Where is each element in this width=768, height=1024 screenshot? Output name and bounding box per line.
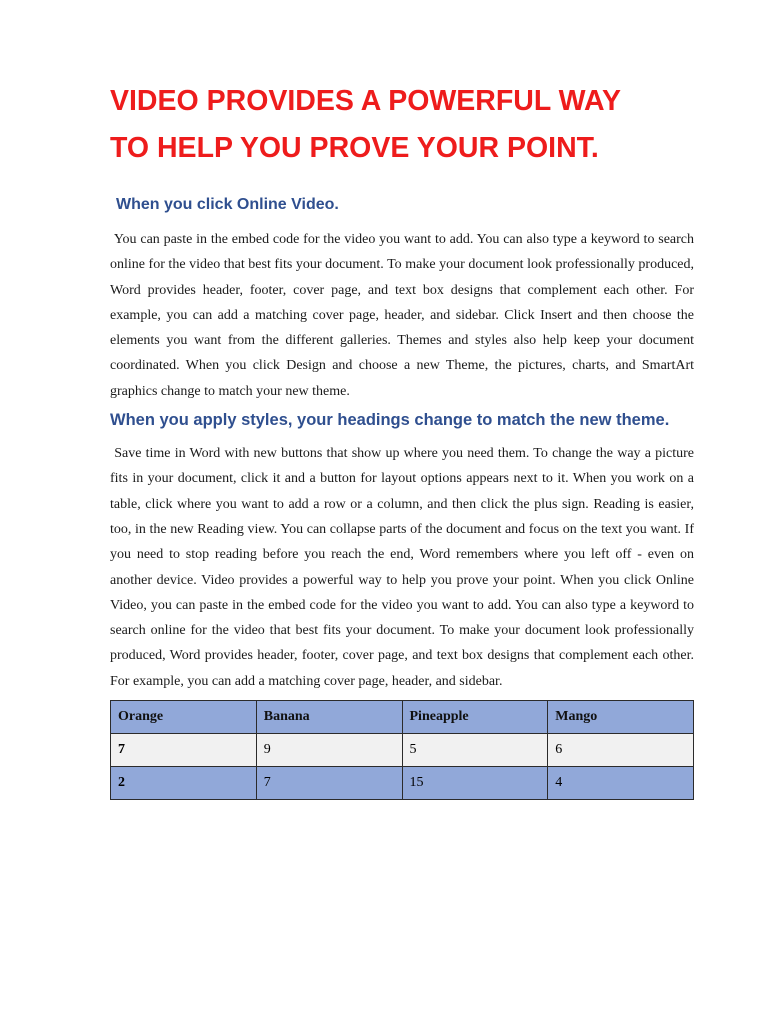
title-line-2: TO HELP YOU PROVE YOUR POINT. (110, 132, 599, 164)
table-cell: 15 (402, 767, 548, 800)
table-cell: 5 (402, 734, 548, 767)
table-cell: 7 (111, 734, 257, 767)
table-cell: 4 (548, 767, 694, 800)
table-cell: 9 (256, 734, 402, 767)
section-heading-online-video: When you click Online Video. (116, 196, 339, 213)
paragraph-save-time-text: Save time in Word with new buttons that show up where you need them. To change the way a picture fits in your document, click it and a button for layout options appears next to it. When you work on a table, click where you want to add a row or a column, and then click the plus sign. Reading is easier, too, in the new Reading view. You can collapse parts of the document and focus on the text you want. If you need to stop reading before you reach the end, Word remembers where you left off - even on another device. Video provides a powerful way to help you prove your point. When you click Online Video, you can paste in the embed code for the video you want to add. You can also type a keyword to search online for the video that best fits your document. To make your document look professionally produced, Word provides header, footer, cover page, and text box designs that complement each other. For example, you can add a matching cover page, header, and sidebar. (110, 446, 695, 689)
paragraph-save-time (110, 441, 694, 694)
table-header-cell: Pineapple (402, 701, 548, 734)
table-cell: 6 (548, 734, 694, 767)
section-heading-apply-styles: When you apply styles, your headings change to match the new theme. (110, 411, 670, 430)
table-header-cell: Banana (256, 701, 402, 734)
table-row (111, 767, 694, 800)
table-header-cell: Mango (548, 701, 694, 734)
table-cell: 2 (111, 767, 257, 800)
table-cell: 7 (256, 767, 402, 800)
paragraph-embed-code (110, 227, 694, 404)
table-header-row (111, 701, 694, 734)
fruit-table (110, 700, 694, 800)
paragraph-embed-code-text: You can paste in the embed code for the video you want to add. You can also type a keyword to search online for the video that best fits your document. To make your document look professionally produced, Word provides header, footer, cover page, and text box designs that complement each other. For example, you can add a matching cover page, header, and sidebar. Click Insert and then choose the elements you want from the different galleries. Themes and styles also help keep your document coordinated. When you click Design and choose a new Theme, the pictures, charts, and SmartArt graphics change to match your new theme. (110, 232, 695, 399)
document-title (110, 78, 694, 172)
title-line-1: VIDEO PROVIDES A POWERFUL WAY (110, 85, 621, 117)
document-page (110, 78, 694, 800)
table-row (111, 734, 694, 767)
table-header-cell: Orange (111, 701, 257, 734)
